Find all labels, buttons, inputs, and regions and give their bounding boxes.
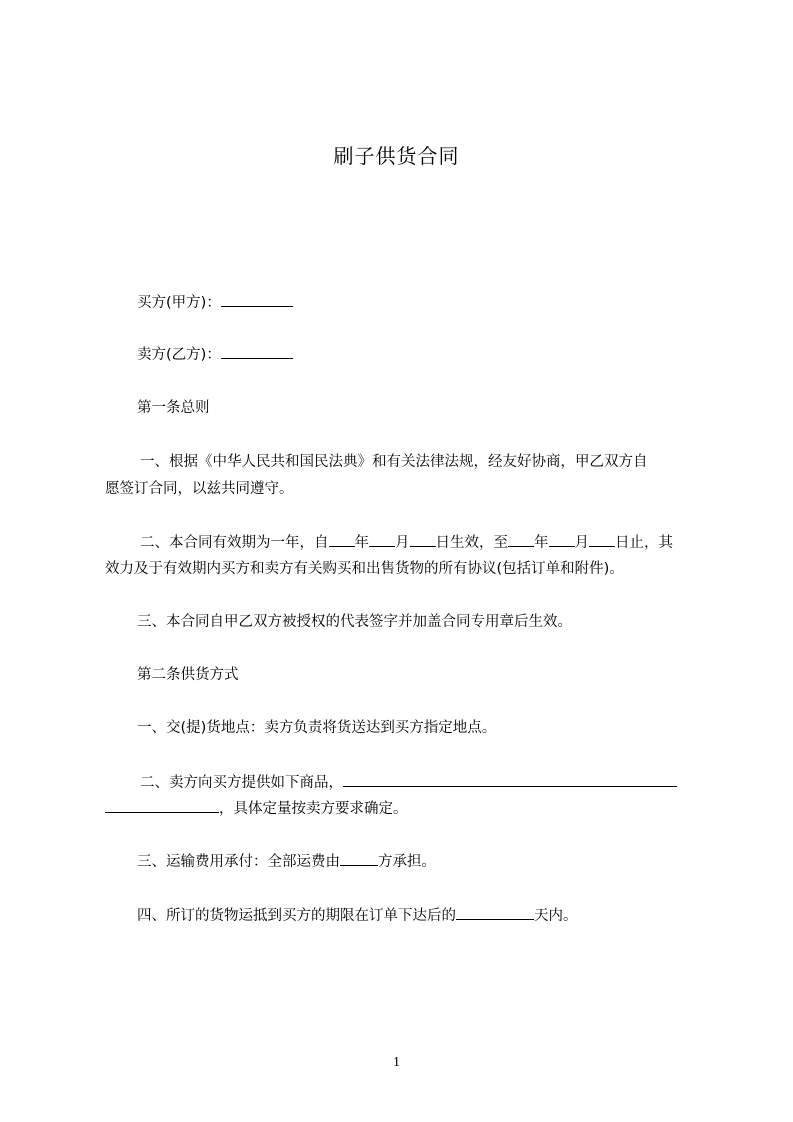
section2-clause1: 一、交(提)货地点：卖方负责将货送达到买方指定地点。 bbox=[137, 720, 497, 736]
end-day-label: 日止，其 bbox=[615, 535, 673, 551]
section2-clause2-line1 bbox=[140, 772, 740, 793]
end-year-blank bbox=[508, 532, 534, 547]
section1-clause2-line1 bbox=[140, 532, 740, 553]
delivery-term-text: 四、所订的货物运抵到买方的期限在订单下达后的 bbox=[137, 908, 456, 924]
start-month-blank bbox=[369, 532, 395, 547]
section2-clause3 bbox=[137, 851, 737, 872]
end-month-label: 月 bbox=[574, 535, 589, 551]
start-day-blank bbox=[410, 532, 436, 547]
page-number: 1 bbox=[393, 1055, 400, 1070]
seller-blank bbox=[221, 344, 293, 359]
goods-blank bbox=[343, 772, 677, 787]
section1-heading: 第一条总则 bbox=[137, 400, 210, 416]
start-year-label: 年 bbox=[354, 535, 369, 551]
buyer-label: 买方(甲方)： bbox=[137, 295, 221, 311]
section1-clause1-line1: 一、根据《中华人民共和国民法典》和有关法律法规，经友好协商，甲乙双方自 bbox=[140, 454, 648, 470]
document-title: 刷子供货合同 bbox=[333, 144, 460, 168]
clause2-text-start: 二、本合同有效期为一年，自 bbox=[140, 535, 329, 551]
start-month-label: 月 bbox=[395, 535, 410, 551]
section1-clause1-line2: 愿签订合同，以兹共同遵守。 bbox=[105, 481, 294, 497]
goods-blank-cont bbox=[105, 798, 219, 813]
end-day-blank bbox=[589, 532, 615, 547]
seller-label: 卖方(乙方)： bbox=[137, 347, 221, 363]
section1-clause2-line2: 效力及于有效期内买方和卖方有关购买和出售货物的所有协议(包括订单和附件)。 bbox=[105, 561, 624, 577]
section2-clause2-line2 bbox=[105, 798, 705, 819]
buyer-blank bbox=[221, 292, 293, 307]
start-day-label: 日生效，至 bbox=[435, 535, 508, 551]
freight-party-blank bbox=[340, 851, 378, 866]
freight-text: 三、运输费用承付：全部运费由 bbox=[137, 854, 340, 870]
start-year-blank bbox=[329, 532, 355, 547]
section1-clause3: 三、本合同自甲乙双方被授权的代表签字并加盖合同专用章后生效。 bbox=[137, 614, 572, 630]
delivery-days-blank bbox=[456, 905, 534, 920]
end-year-label: 年 bbox=[534, 535, 549, 551]
freight-text-end: 方承担。 bbox=[378, 854, 436, 870]
buyer-line bbox=[137, 292, 737, 313]
section2-heading: 第二条供货方式 bbox=[137, 667, 239, 683]
quantity-text: ，具体定量按卖方要求确定。 bbox=[219, 801, 408, 817]
seller-line bbox=[137, 344, 737, 365]
end-month-blank bbox=[549, 532, 575, 547]
goods-text: 二、卖方向买方提供如下商品， bbox=[140, 775, 343, 791]
section2-clause4 bbox=[137, 905, 737, 926]
delivery-term-end: 天内。 bbox=[534, 908, 578, 924]
